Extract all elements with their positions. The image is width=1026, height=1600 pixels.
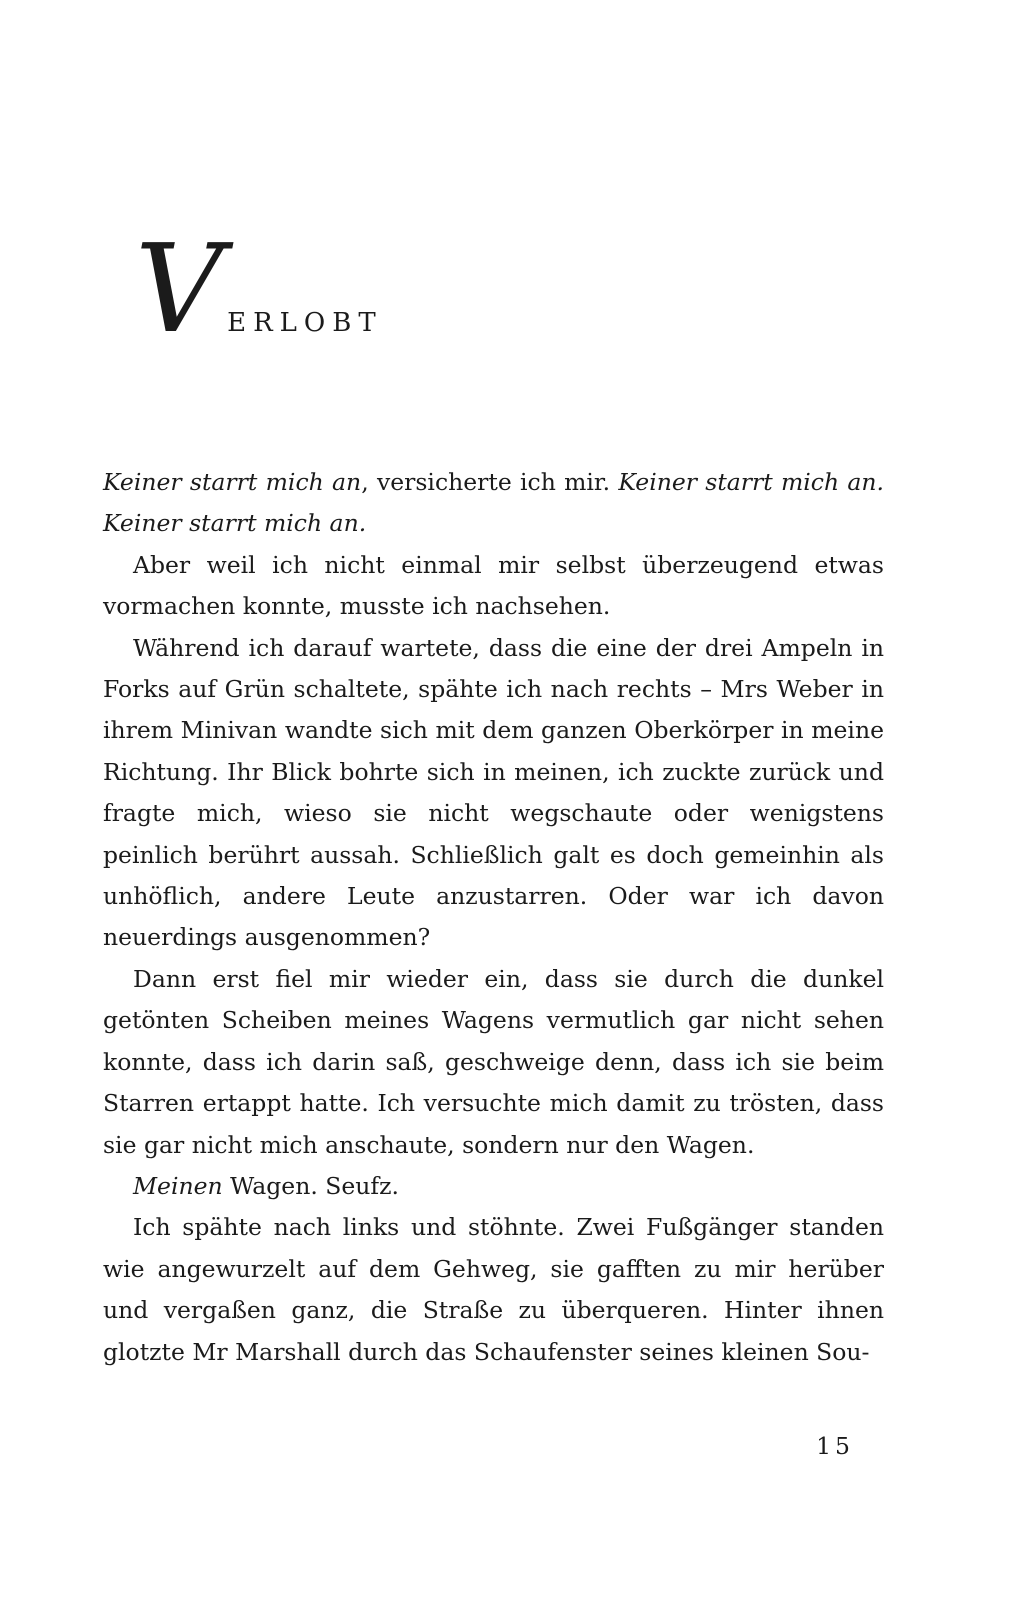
paragraph <box>103 959 884 1166</box>
italic-text-run: Meinen <box>133 1171 223 1200</box>
paragraph <box>103 1207 884 1373</box>
text-run: , versicherte ich mir. <box>361 468 619 496</box>
chapter-heading <box>135 218 383 360</box>
paragraph <box>103 545 884 628</box>
page-number: 15 <box>816 1432 854 1460</box>
text-run: Aber weil ich nicht einmal mir selbst überzeugend etwas vormachen konnte, musste ich nachsehen. <box>103 550 884 621</box>
text-run: Wagen. Seufz. <box>222 1171 399 1200</box>
italic-text-run: Keiner starrt mich an <box>103 468 362 496</box>
paragraph <box>103 462 884 545</box>
chapter-initial: V <box>135 218 224 360</box>
paragraph <box>103 628 884 959</box>
chapter-title: ERLOBT <box>227 308 383 338</box>
text-run: Dann erst fiel mir wieder ein, dass sie durch die dunkel getönten Scheiben meines Wagens vermutlich gar nicht sehen konnte, dass ich darin saß, geschweige denn, dass ich sie beim Starren ertappt hatte. Ich versuchte mich damit zu trösten, dass sie gar nicht mich anschaute, sondern nur den Wagen. <box>103 964 884 1159</box>
paragraph <box>103 1166 884 1207</box>
body-text <box>103 462 884 1373</box>
italic-text-run: Keiner starrt mich an. Keiner starrt mich an. <box>103 468 885 538</box>
text-run: Ich spähte nach links und stöhnte. Zwei Fußgänger standen wie angewurzelt auf dem Gehweg, sie gafften zu mir herüber und vergaßen ganz, die Straße zu überqueren. Hinter ihnen glotzte Mr Marshall durch das Schaufenster seines kleinen Sou- <box>103 1213 884 1366</box>
text-run: Während ich darauf wartete, dass die eine der drei Ampeln in Forks auf Grün schaltete, spähte ich nach rechts – Mrs Weber in ihrem Minivan wandte sich mit dem ganzen Oberkörper in meine Richtung. Ihr Blick bohrte sich in meinen, ich zuckte zurück und fragte mich, wieso sie nicht wegschaute oder wenigstens peinlich berührt aussah. Schließlich galt es doch gemeinhin als unhöflich, andere Leute anzustarren. Oder war ich davon neuerdings ausgenommen? <box>103 633 884 952</box>
